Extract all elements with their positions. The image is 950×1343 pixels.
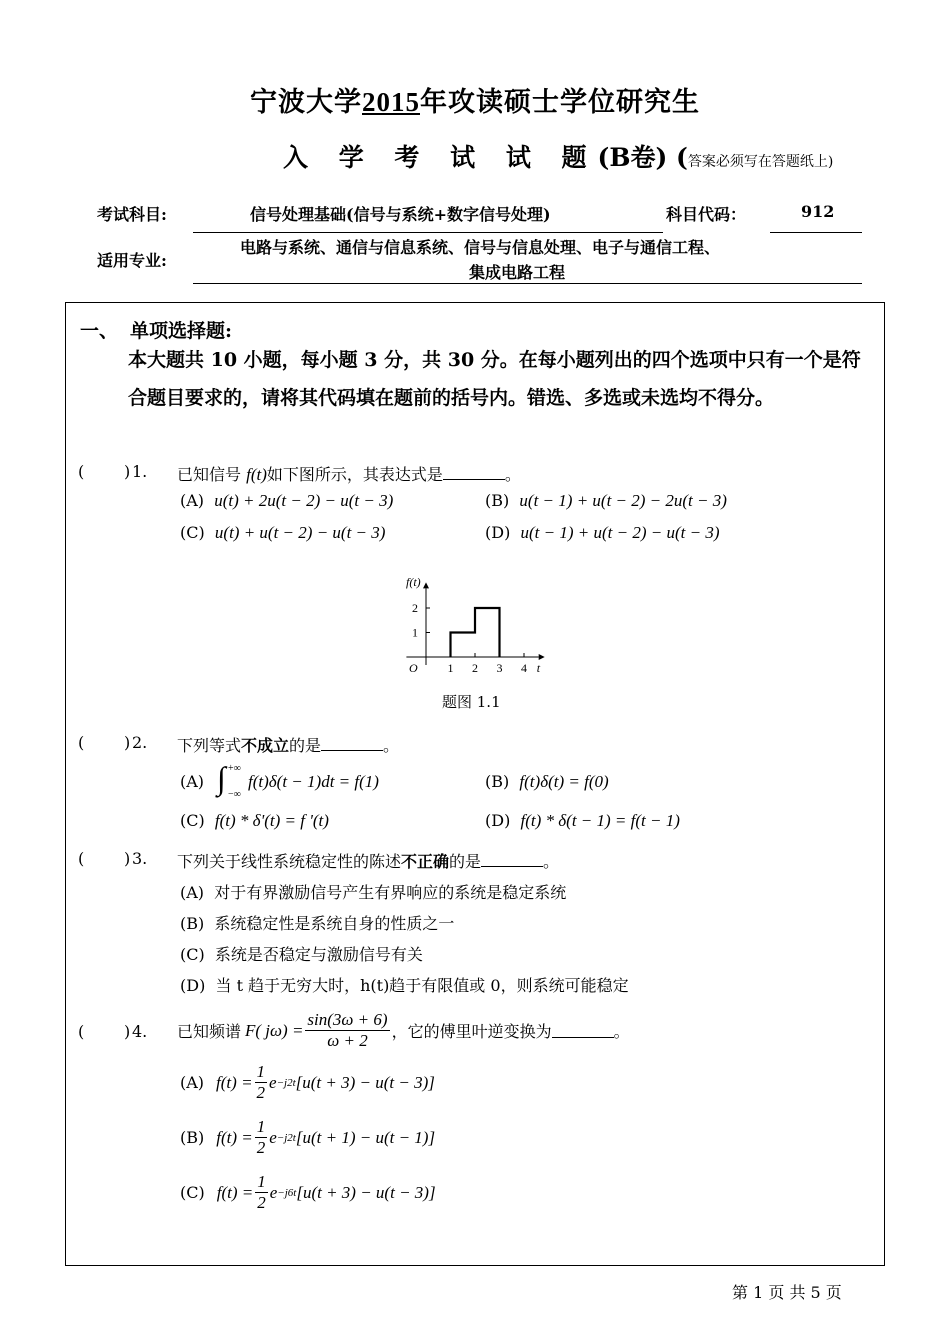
option-lhs: f(t) =	[216, 1127, 253, 1147]
figure-caption: 题图 1.1	[442, 693, 501, 711]
origin-label: O	[409, 661, 418, 675]
q2-answer-paren-close: )	[124, 733, 131, 752]
q3-stem	[177, 849, 559, 872]
option-label: (B)	[485, 772, 510, 791]
q2-stem-b: 的是	[289, 736, 322, 755]
subject-underline	[193, 232, 663, 233]
option-label: (C)	[180, 945, 205, 964]
option-fraction	[255, 1117, 268, 1158]
option-label: (D)	[180, 976, 206, 995]
option-lhs: f(t) =	[216, 1182, 254, 1202]
option-label: (D)	[485, 523, 511, 542]
option-expr: f(t) * δ'(t) = f '(t)	[214, 811, 329, 830]
fraction-denominator: ω + 2	[327, 1031, 368, 1050]
q1-option-c	[180, 523, 385, 543]
option-label: (B)	[180, 914, 205, 933]
exp-base: e	[269, 1072, 277, 1092]
option-bracket: [u(t + 3) − u(t − 3)]	[296, 1182, 436, 1202]
option-expr: u(t) + 2u(t − 2) − u(t − 3)	[214, 491, 394, 510]
q1-stem-f: f(t)	[246, 465, 267, 484]
q4-number: 4.	[132, 1022, 148, 1041]
q4-option-b	[180, 1117, 435, 1158]
figure-ticks	[412, 601, 527, 675]
option-text: 系统是否稳定与激励信号有关	[214, 945, 423, 964]
option-expr: f(t)δ(t − 1)dt = f(1)	[248, 772, 379, 791]
x-tick-label: 1	[447, 661, 454, 675]
option-expr: f(t) * δ(t − 1) = f(t − 1)	[520, 811, 680, 830]
q3-blank	[481, 852, 543, 867]
q2-stem-a: 下列等式	[177, 736, 242, 755]
q1-option-d	[485, 523, 719, 543]
q3-option-a	[180, 880, 566, 903]
x-tick-label: 4	[521, 661, 527, 675]
code-underline	[770, 232, 862, 233]
subject-label: 考试科目:	[97, 205, 167, 224]
q1-stem-end: 。	[504, 465, 521, 484]
q4-stem-end: 。	[613, 1022, 630, 1041]
note-open: (	[676, 143, 688, 172]
q1-answer-paren-close: )	[124, 462, 131, 481]
option-fraction	[255, 1062, 268, 1103]
q1-answer-paren-open: (	[78, 462, 85, 481]
y-tick-label: 2	[412, 601, 418, 615]
major-underline	[193, 283, 862, 284]
option-label: (C)	[180, 1183, 205, 1202]
option-label: (A)	[180, 772, 205, 791]
integral-sign: ∫	[217, 760, 226, 796]
subtitle-main: 入 学 考 试 试 题	[283, 143, 598, 172]
exp-power: −j2t	[276, 1076, 296, 1089]
exp-power: −j6t	[277, 1186, 297, 1199]
q4-stem-fraction	[305, 1010, 389, 1051]
y-axis-arrow	[423, 582, 429, 588]
section-title: 单项选择题:	[130, 320, 233, 342]
option-bracket: [u(t + 3) − u(t − 3)]	[295, 1072, 435, 1092]
q2-option-a	[180, 772, 204, 791]
x-axis-arrow	[539, 654, 545, 660]
q4-answer-paren-close: )	[124, 1022, 131, 1041]
q1-stem	[177, 462, 521, 485]
title-suffix: 年攻读硕士学位研究生	[420, 87, 700, 118]
exp-base: e	[269, 1182, 278, 1202]
q2-number: 2.	[132, 733, 148, 752]
option-label: (C)	[180, 523, 205, 542]
q4-stem-b: ，它的傅里叶逆变换为	[391, 1022, 552, 1041]
q3-stem-b: 的是	[449, 852, 482, 871]
q2-stem	[177, 733, 399, 756]
q3-option-c	[180, 942, 423, 965]
q4-option-c	[180, 1172, 436, 1213]
q3-stem-a: 下列关于线性系统稳定性的陈述	[177, 852, 402, 871]
option-expr: u(t) + u(t − 2) − u(t − 3)	[214, 523, 386, 542]
q3-answer-paren-open: (	[78, 849, 85, 868]
q2-stem-end: 。	[383, 736, 400, 755]
q2-option-b	[485, 772, 609, 792]
option-label: (A)	[180, 491, 205, 510]
q4-blank	[552, 1023, 614, 1038]
option-expr: u(t − 1) + u(t − 2) − u(t − 3)	[520, 523, 720, 542]
q4-stem-a: 已知频谱	[177, 1022, 242, 1041]
q4-stem	[177, 1010, 630, 1051]
option-label: (B)	[485, 491, 510, 510]
q3-stem-end: 。	[543, 852, 560, 871]
option-expr: u(t − 1) + u(t − 2) − 2u(t − 3)	[519, 491, 727, 510]
x-tick-label: 3	[496, 661, 503, 675]
q3-option-d	[180, 973, 629, 996]
q2-option-c	[180, 811, 329, 831]
q4-stem-lhs: F( jω) =	[245, 1020, 304, 1040]
option-text: 系统稳定性是系统自身的性质之一	[214, 914, 455, 933]
fraction-denominator: 2	[257, 1193, 266, 1212]
exam-subtitle	[283, 138, 833, 174]
option-label: (D)	[485, 811, 511, 830]
y-tick-label: 1	[412, 625, 418, 640]
option-label: (B)	[180, 1128, 205, 1147]
option-text: 对于有界激励信号产生有界响应的系统是稳定系统	[214, 883, 567, 902]
answer-note: 答案必须写在答题纸上)	[687, 154, 834, 170]
paper-version: (B卷)	[597, 143, 668, 172]
option-text: 当 t 趋于无穷大时，h(t)趋于有限值或 0，则系统可能稳定	[215, 976, 629, 995]
major-line-1: 电路与系统、通信与信息系统、信号与信息处理、电子与通信工程、	[240, 238, 721, 257]
fraction-denominator: 2	[256, 1083, 266, 1102]
x-axis-label: t	[536, 661, 541, 675]
exp-power: −j2t	[276, 1131, 296, 1144]
q1-blank	[443, 465, 505, 480]
section-intro: 本大题共 10 小题，每小题 3 分，共 30 分。在每小题列出的四个选项中只有一个是符合题目要求的，请将其代码填在题前的括号内。错选、多选或未选均不得分。	[128, 349, 861, 409]
code-value: 912	[801, 202, 835, 221]
q1-option-b	[485, 491, 727, 511]
major-label: 适用专业:	[97, 251, 167, 270]
q1-stem-a: 已知信号	[177, 465, 242, 484]
q2-answer-paren-open: (	[78, 733, 85, 752]
figure-1-1	[395, 572, 555, 682]
option-label: (A)	[180, 1073, 205, 1092]
q2-option-d	[485, 811, 680, 831]
option-label: (A)	[180, 883, 205, 902]
fraction-denominator: 2	[256, 1138, 266, 1157]
code-label: 科目代码：	[666, 205, 747, 224]
option-lhs: f(t) =	[216, 1072, 253, 1092]
q2-stem-bold: 不成立	[241, 736, 290, 755]
exp-base: e	[269, 1127, 277, 1147]
q2-blank	[321, 736, 383, 751]
signal-waveform	[451, 608, 500, 657]
q3-number: 3.	[132, 849, 148, 868]
title-year: 2015	[362, 87, 420, 117]
option-expr: f(t)δ(t) = f(0)	[519, 772, 609, 791]
q1-number: 1.	[132, 462, 148, 481]
major-line-2: 集成电路工程	[469, 263, 566, 282]
fraction-numerator: 1	[257, 1172, 266, 1191]
subject-value: 信号处理基础(信号与系统+数字信号处理)	[250, 205, 551, 224]
q4-option-a	[180, 1062, 435, 1103]
fraction-numerator: 1	[256, 1062, 266, 1081]
q3-option-b	[180, 911, 454, 934]
y-axis-label: f(t)	[406, 575, 421, 589]
title-prefix: 宁波大学	[250, 87, 362, 118]
integral-lower-limit: −∞	[228, 789, 241, 800]
q3-stem-bold: 不正确	[401, 852, 450, 871]
fraction-numerator: sin(3ω + 6)	[307, 1010, 388, 1029]
option-fraction	[255, 1172, 268, 1213]
option-label: (C)	[180, 811, 205, 830]
x-tick-label: 2	[472, 661, 478, 675]
q2-option-a-expr	[248, 772, 379, 792]
page-number: 第 1 页 共 5 页	[732, 1283, 842, 1302]
q3-answer-paren-close: )	[124, 849, 131, 868]
exam-title	[0, 80, 950, 119]
q4-answer-paren-open: (	[78, 1022, 85, 1041]
integral-upper-limit: +∞	[228, 763, 241, 774]
fraction-numerator: 1	[256, 1117, 266, 1136]
q1-option-a	[180, 491, 393, 511]
q1-stem-b: 如下图所示，其表达式是	[266, 465, 443, 484]
option-bracket: [u(t + 1) − u(t − 1)]	[295, 1127, 436, 1147]
section-number: 一、	[80, 320, 119, 342]
